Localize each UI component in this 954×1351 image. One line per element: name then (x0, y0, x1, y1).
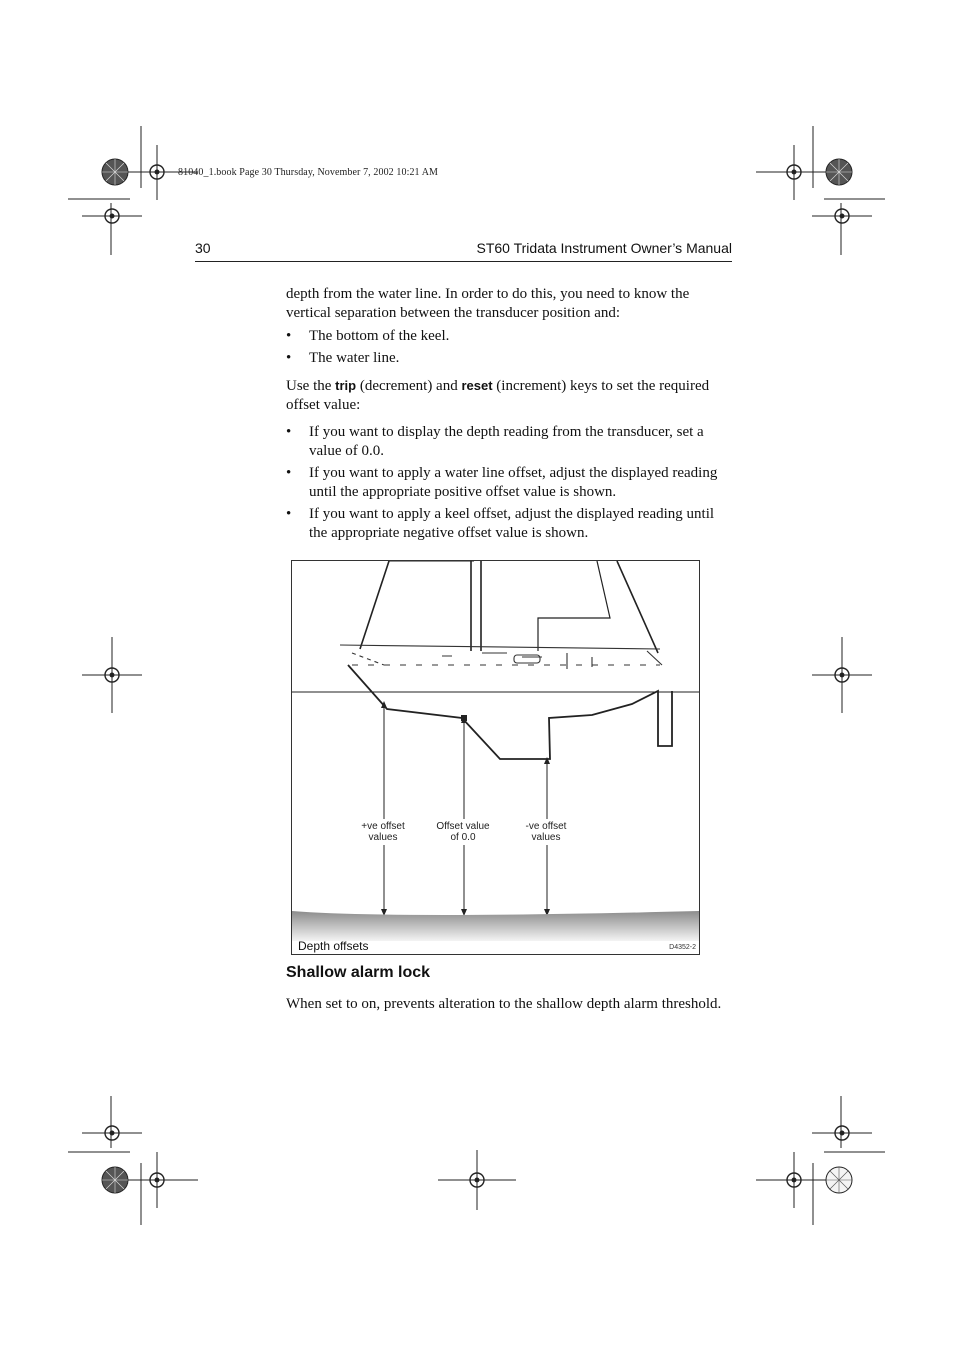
page-number: 30 (195, 240, 211, 256)
label-line: Offset value (436, 821, 490, 832)
list-item-text: The water line. (309, 350, 400, 366)
label-line: of 0.0 (450, 832, 476, 843)
list-item-text: If you want to display the depth reading from the transducer, set a value of 0.0. (309, 424, 704, 459)
bullet: • (286, 350, 292, 366)
keys-text: (increment) keys to set the required offset value: (286, 378, 710, 413)
list-item-text: If you want to apply a keel offset, adjust the displayed reading until the appropriate negative offset value is shown. (309, 506, 715, 541)
trip-key-name: trip (335, 378, 357, 393)
print-info: 81040_1.book Page 30 Thursday, November 7, 2002 10:21 AM (178, 167, 439, 178)
keys-text: Use the (286, 378, 336, 394)
bullet: • (286, 328, 292, 344)
label-line: values (368, 832, 398, 843)
section-text: When set to on, prevents alteration to the shallow depth alarm threshold. (286, 996, 722, 1012)
bullet: • (286, 424, 292, 440)
label-line: -ve offset (525, 821, 567, 832)
figure-code: D4352-2 (669, 944, 696, 951)
reset-key-name: reset (461, 378, 493, 393)
keys-text: (decrement) and (356, 378, 462, 394)
list-item-text: The bottom of the keel. (309, 328, 450, 344)
bullet: • (286, 506, 292, 522)
label-line: values (531, 832, 561, 843)
manual-title: ST60 Tridata Instrument Owner’s Manual (476, 240, 732, 256)
intro-paragraph: depth from the water line. In order to do this, you need to know the vertical separation between the transducer position and: (286, 286, 690, 321)
bullet: • (286, 465, 292, 481)
label-line: +ve offset (361, 821, 405, 832)
list-item-text: If you want to apply a water line offset, adjust the displayed reading until the appropriate positive offset value is shown. (309, 465, 718, 500)
figure-caption: Depth offsets (298, 939, 369, 953)
section-heading: Shallow alarm lock (286, 964, 431, 981)
